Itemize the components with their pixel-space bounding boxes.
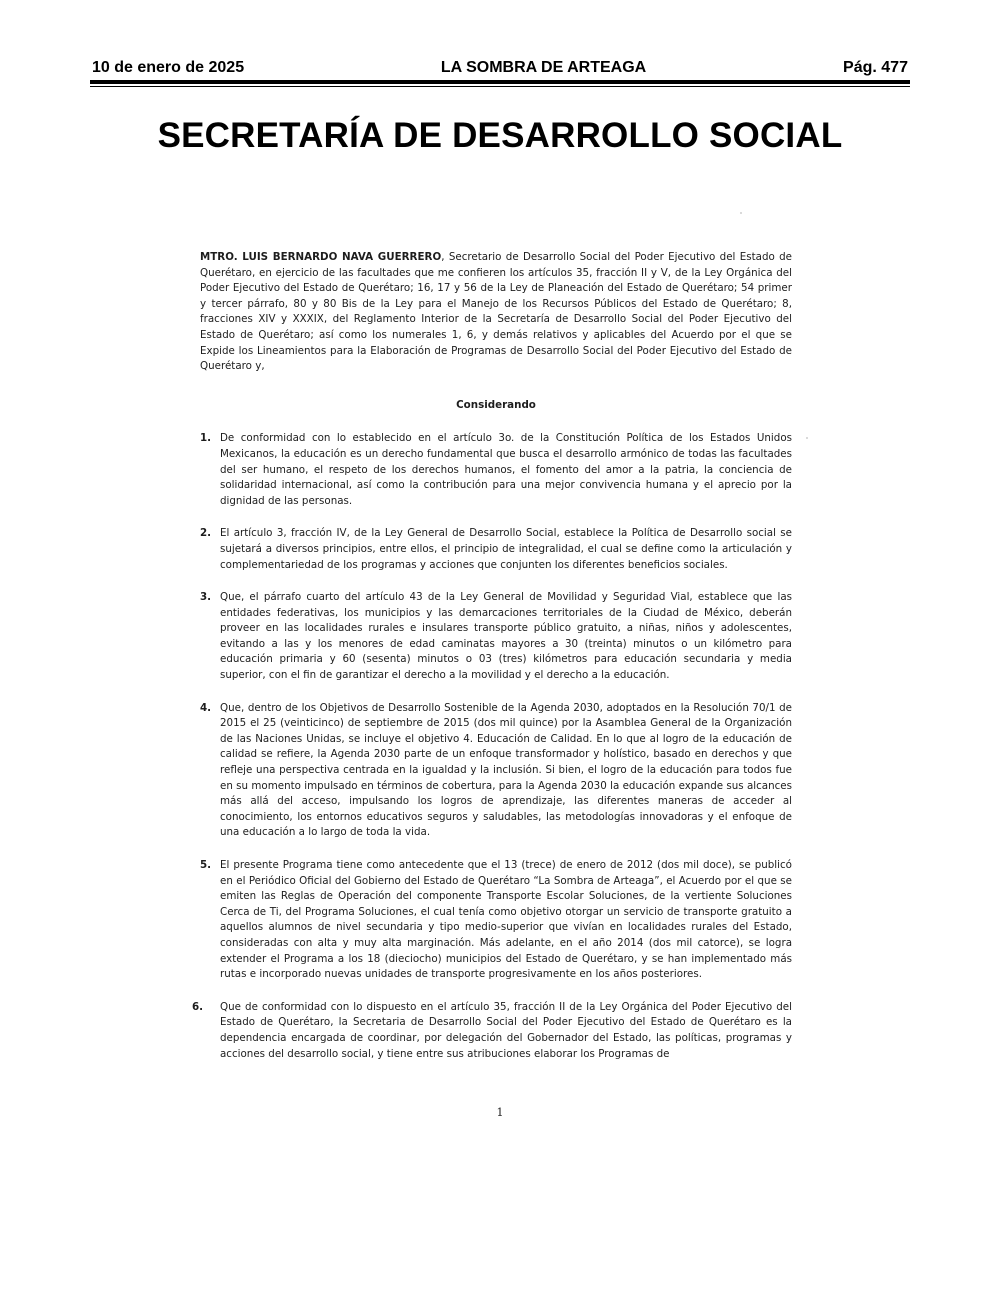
considerando-item-5 bbox=[200, 858, 792, 983]
considerando-heading: Considerando bbox=[456, 398, 536, 411]
scanned-document-body bbox=[192, 250, 792, 1079]
header-date: 10 de enero de 2025 bbox=[92, 59, 245, 76]
item-number: 3. bbox=[200, 591, 212, 604]
section-title: SECRETARÍA DE DESARROLLO SOCIAL bbox=[157, 116, 843, 155]
page-header bbox=[92, 58, 908, 78]
considerando-item-6 bbox=[192, 1000, 792, 1062]
item-text: Que de conformidad con lo dispuesto en el artículo 35, fracción II de la Ley Orgánica del Poder Ejecutivo del Estado de Querétaro, la Secretaria de Desarrollo Social del Poder Ejecutivo del Estado de Querétaro es la dependencia encargada de coordinar, por delegación del Gobernador del Estado, las políticas, programas y acciones del desarrollo social, y tiene entre sus atribuciones elaborar los Programas de bbox=[220, 1000, 792, 1060]
intro-text: , Secretario de Desarrollo Social del Poder Ejecutivo del Estado de Querétaro, en ejercicio de las facultades que me confieren los artículos 35, fracción II y V, de la Ley Orgánica del Poder Ejecutivo del Estado de Querétaro; 16, 17 y 56 de la Ley de Planeación del Estado de Querétaro; 54 primer y tercer párrafo, 80 y 80 Bis de la Ley para el Manejo de los Recursos Públicos del Estado de Querétaro; 8, fracciones XIV y XXXIX, del Reglamento Interior de la Secretaría de Desarrollo Social del Poder Ejecutivo del Estado de Querétaro; así como los numerales 1, 6, y demás relativos y aplicables del Acuerdo por el que se Expide los Lineamientos para la Elaboración de Programas de Desarrollo Social del Poder Ejecutivo del Estado de Querétaro y, bbox=[200, 251, 792, 373]
header-publication: LA SOMBRA DE ARTEAGA bbox=[440, 59, 647, 76]
scan-speck bbox=[740, 212, 742, 214]
item-text: De conformidad con lo establecido en el artículo 3o. de la Constitución Política de los Estados Unidos Mexicanos, la educación es un derecho fundamental que busca el desarrollo armónico de todas las facultades del ser humano, el respeto de los derechos humanos, el fomento del amor a la patria, la conciencia de solidaridad internacional, así como la contribución para una mejor convivencia humana y el aprecio por la dignidad de las personas. bbox=[220, 432, 792, 507]
intro-author: MTRO. LUIS BERNARDO NAVA GUERRERO bbox=[200, 251, 442, 263]
item-number: 2. bbox=[200, 527, 212, 540]
header-rule-thin bbox=[90, 86, 910, 87]
item-number: 4. bbox=[200, 701, 212, 714]
header-rule-thick bbox=[90, 80, 910, 84]
scan-page-number: 1 bbox=[496, 1106, 504, 1119]
item-text: Que, el párrafo cuarto del artículo 43 de la Ley General de Movilidad y Seguridad Vial, establece que las entidades federativas, los municipios y las demarcaciones territoriales de la Ciudad de México, deberán proveer en las localidades rurales e insulares transporte público gratuito, a niñas, niños y adolescentes, evitando a las y los menores de edad caminatas mayores a 30 (treinta) minutos o un kilómetro para educación primaria y 60 (sesenta) minutos o 03 (tres) kilómetros para educación secundaria y media superior, con el fin de garantizar el derecho a la movilidad y el derecho a la educación. bbox=[220, 591, 792, 682]
considerando-item-4 bbox=[200, 701, 792, 841]
item-number: 6. bbox=[192, 1000, 204, 1013]
item-number: 5. bbox=[200, 859, 212, 871]
item-number: 1. bbox=[200, 432, 212, 445]
item-text: El artículo 3, fracción IV, de la Ley General de Desarrollo Social, establece la Política de Desarrollo social se sujetará a diversos principios, entre ellos, el principio de integralidad, el cual se define como la articulación y complementariedad de los programas y acciones que conjunten los diferentes beneficios sociales. bbox=[220, 527, 792, 571]
intro-paragraph bbox=[200, 250, 792, 375]
considerando-item-2 bbox=[200, 526, 792, 573]
considerando-item-3 bbox=[200, 590, 792, 684]
item-text: Que, dentro de los Objetivos de Desarrollo Sostenible de la Agenda 2030, adoptados en la Resolución 70/1 de 2015 el 25 (veinticinco) de septiembre de 2015 (dos mil quince) por la Asamblea General de la Organización de las Naciones Unidas, se incluye el objetivo 4. Educación de Calidad. En lo que al logro de la educación de calidad se refiere, la Agenda 2030 parte de un enfoque transformador y holístico, basado en derechos y que refleje una perspectiva centrada en la igualdad y la inclusión. Si bien, el logro de la educación para todos fue en su momento impulsado en términos de cobertura, para la Agenda 2030 la educación expande sus alcances más allá del acceso, impulsando los logros de aprendizaje, las diferentes maneras de acceder al conocimiento, los entornos educativos seguros y saludables, las metodologías innovadoras y el enfoque de una educación a lo largo de toda la vida. bbox=[220, 701, 792, 839]
item-text: El presente Programa tiene como antecedente que el 13 (trece) de enero de 2012 (dos mil doce), se publicó en el Periódico Oficial del Gobierno del Estado de Querétaro “La Sombra de Arteaga”, el Acuerdo por el que se emiten las Reglas de Operación del componente Transporte Escolar Soluciones, de la vertiente Soluciones Cerca de Ti, del Programa Soluciones, el cual tenía como objetivo otorgar un servicio de transporte gratuito a aquellos alumnos de nivel secundaria y tipo medio-superior que vivían en localidades rurales del Estado, consideradas con alta y muy alta marginación. Más adelante, en el año 2014 (dos mil catorce), se logra extender el Programa a los 18 (dieciocho) municipios del Estado de Querétaro, y se han implementado más rutas e incorporado nuevas unidades de transporte progresivamente en los años posteriores. bbox=[220, 859, 792, 981]
header-page-number: Pág. 477 bbox=[843, 59, 908, 76]
scan-speck bbox=[806, 437, 808, 439]
considerando-item-1 bbox=[200, 431, 792, 509]
